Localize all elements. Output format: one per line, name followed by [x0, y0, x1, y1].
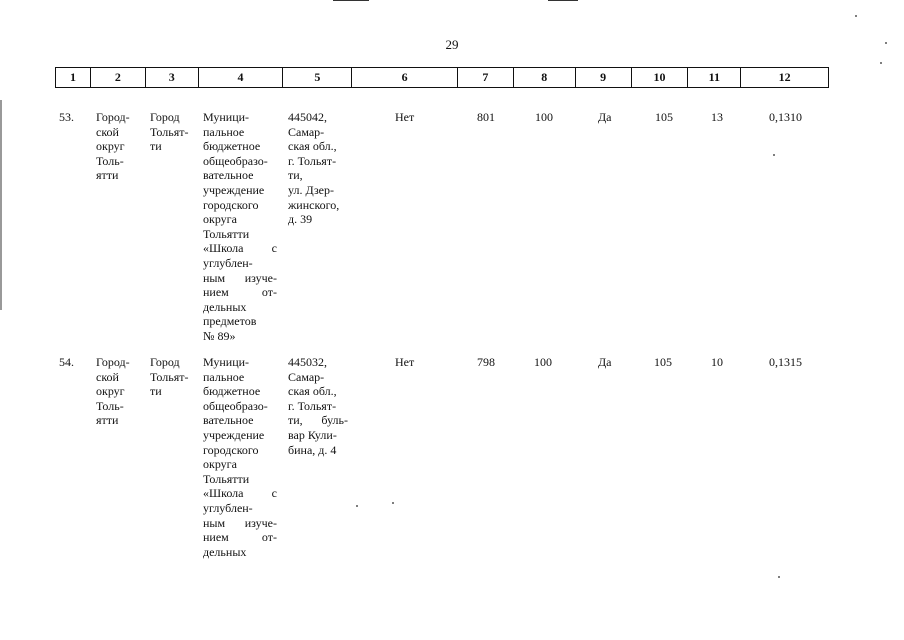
- cell-line: общеобразо-: [203, 153, 268, 168]
- scan-speck: [778, 576, 780, 578]
- cell-line: д. 39: [288, 212, 313, 227]
- cell-line: № 89»: [203, 328, 236, 343]
- column-header-4: 4: [199, 68, 284, 87]
- row-number: 53.: [59, 110, 74, 124]
- row-number: 54.: [59, 355, 74, 369]
- column-header-3: 3: [146, 68, 199, 87]
- cell-line: бина, д. 4: [288, 442, 337, 457]
- cell-line: Город-: [96, 110, 130, 124]
- column-header-8: 8: [514, 68, 576, 87]
- cell-line: г. Тольят-: [288, 153, 337, 168]
- cell-line: ным изуче-: [203, 270, 277, 285]
- cell-line: ская обл.,: [288, 384, 337, 399]
- cell-line: округа: [203, 457, 237, 472]
- cell-line: Муници-: [203, 110, 250, 124]
- cell-line: Тольят-: [150, 124, 189, 139]
- column-header-7: 7: [458, 68, 514, 87]
- cell-line: Толь-: [96, 153, 124, 168]
- cell-line: вар Кули-: [288, 427, 337, 442]
- column-header-5: 5: [283, 68, 352, 87]
- cell-line: общеобразо-: [203, 398, 268, 413]
- cell-line: пальное: [203, 369, 245, 384]
- page-number: 29: [445, 37, 459, 52]
- cell-line: ным изуче-: [203, 515, 277, 530]
- cell-line: «Школа с: [203, 241, 277, 256]
- cell-line: вательное: [203, 413, 254, 428]
- col6-cell: Нет: [395, 355, 415, 369]
- cell-line: Тольятти: [203, 471, 250, 486]
- cell-line: жинского,: [288, 197, 340, 212]
- col10-cell: 105: [655, 110, 673, 124]
- scan-speck: [356, 505, 358, 507]
- cell-line: учреждение: [203, 427, 265, 442]
- scan-artifact: [548, 0, 578, 1]
- municipality-cell: [96, 355, 142, 428]
- cell-line: нием от-: [203, 285, 277, 300]
- cell-line: округ: [96, 384, 125, 399]
- cell-line: бюджетное: [203, 139, 261, 154]
- cell-line: углублен-: [203, 500, 253, 515]
- cell-line: ской: [96, 124, 119, 139]
- cell-line: дельных: [203, 299, 247, 314]
- institution-cell: [203, 355, 277, 559]
- cell-line: Самар-: [288, 124, 325, 139]
- cell-line: ти: [150, 384, 162, 399]
- cell-line: Город-: [96, 355, 130, 369]
- col8-cell: 100: [535, 110, 553, 124]
- column-header-11: 11: [688, 68, 741, 87]
- address-cell: [288, 110, 348, 227]
- col7-cell: 798: [477, 355, 495, 369]
- cell-line: Тольятти: [203, 226, 250, 241]
- cell-line: ти,: [288, 168, 303, 183]
- cell-line: ская обл.,: [288, 139, 337, 154]
- cell-line: Город: [150, 355, 180, 369]
- cell-line: нием от-: [203, 530, 277, 545]
- col12-cell: 0,1310: [769, 110, 802, 124]
- scan-speck: [773, 154, 775, 156]
- cell-line: округ: [96, 139, 125, 154]
- col9-cell: Да: [598, 110, 612, 124]
- col7-cell: 801: [477, 110, 495, 124]
- cell-line: ской: [96, 369, 119, 384]
- cell-line: учреждение: [203, 182, 265, 197]
- col8-cell: 100: [534, 355, 552, 369]
- column-header-1: 1: [56, 68, 91, 87]
- scan-speck: [880, 62, 882, 64]
- cell-line: ул. Дзер-: [288, 182, 335, 197]
- cell-line: предметов: [203, 314, 257, 329]
- column-header-2: 2: [91, 68, 146, 87]
- col11-cell: 10: [711, 355, 723, 369]
- cell-line: Город: [150, 110, 180, 124]
- cell-line: ти, буль-: [288, 413, 348, 428]
- cell-line: пальное: [203, 124, 245, 139]
- scan-speck: [392, 502, 394, 504]
- settlement-cell: [150, 110, 196, 154]
- column-header-12: 12: [778, 70, 791, 84]
- col6-cell: Нет: [395, 110, 415, 124]
- address-cell: [288, 355, 348, 457]
- cell-line: ятти: [96, 413, 119, 428]
- table-header: [55, 67, 829, 88]
- scan-artifact: [333, 0, 369, 1]
- cell-line: городского: [203, 197, 259, 212]
- cell-line: дельных: [203, 544, 247, 559]
- cell-line: Муници-: [203, 355, 250, 369]
- cell-line: бюджетное: [203, 384, 261, 399]
- cell-line: ти: [150, 139, 162, 154]
- cell-line: Тольят-: [150, 369, 189, 384]
- cell-line: вательное: [203, 168, 254, 183]
- municipality-cell: [96, 110, 142, 183]
- scan-edge: [0, 100, 2, 310]
- institution-cell: [203, 110, 277, 344]
- col10-cell: 105: [654, 355, 672, 369]
- cell-line: 445032,: [288, 355, 327, 369]
- col11-cell: 13: [711, 110, 723, 124]
- settlement-cell: [150, 355, 196, 399]
- col12-cell: 0,1315: [769, 355, 802, 369]
- cell-line: ятти: [96, 168, 119, 183]
- column-header-10: 10: [632, 68, 689, 87]
- cell-line: Самар-: [288, 369, 325, 384]
- cell-line: городского: [203, 442, 259, 457]
- column-header-6: 6: [352, 68, 458, 87]
- cell-line: г. Тольят-: [288, 398, 337, 413]
- cell-line: Толь-: [96, 398, 124, 413]
- scan-speck: [855, 15, 857, 17]
- cell-line: 445042,: [288, 110, 327, 124]
- column-header-9: 9: [576, 68, 632, 87]
- col9-cell: Да: [598, 355, 612, 369]
- cell-line: «Школа с: [203, 486, 277, 501]
- cell-line: углублен-: [203, 255, 253, 270]
- cell-line: округа: [203, 212, 237, 227]
